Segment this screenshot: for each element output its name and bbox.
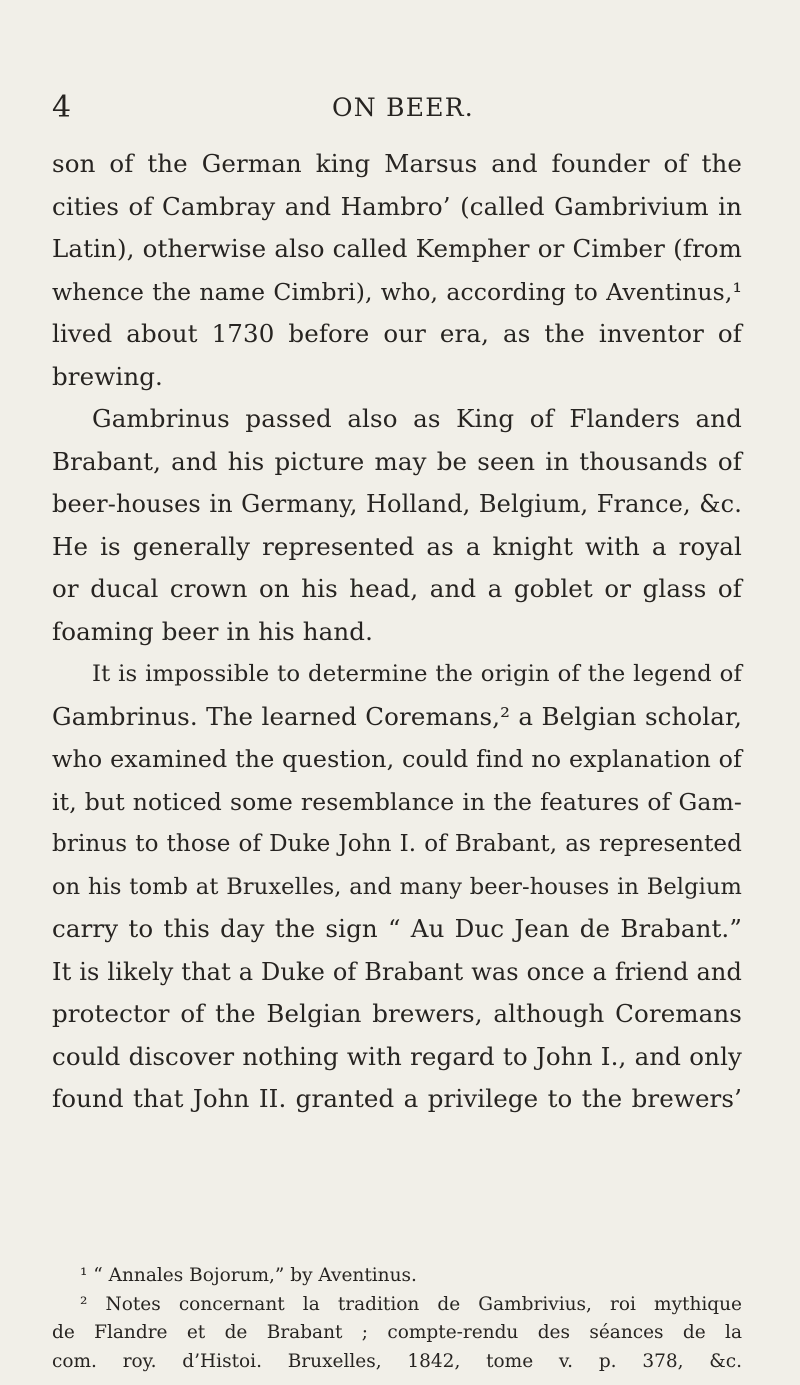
page-header	[0, 88, 800, 128]
text-line: who examined the question, could find no explanation of	[52, 745, 742, 773]
text-line: beer-houses in Germany, Holland, Belgium, France, &c.	[52, 490, 742, 518]
text-line: son of the German king Marsus and founder of the	[52, 149, 742, 178]
text-line: carry to this day the sign “ Au Duc Jean de Brabant.”	[52, 914, 742, 943]
text-line: brewing.	[52, 361, 163, 391]
page-number: 4	[52, 90, 72, 125]
footnote-line: com. roy. d’Histoi. Bruxelles, 1842, tome v. p. 378, &c.	[52, 1350, 742, 1372]
text-line: or ducal crown on his head, and a goblet or glass of	[52, 574, 742, 603]
text-line: protector of the Belgian brewers, although Coremans	[52, 999, 742, 1028]
text-line: it, but noticed some resemblance in the features of Gam-	[52, 787, 742, 816]
text-line: lived about 1730 before our era, as the inventor of	[52, 319, 742, 348]
text-line: Gambrinus passed also as King of Flanders and	[92, 404, 742, 433]
text-line: brinus to those of Duke John I. of Brabant, as represented	[52, 831, 742, 857]
running-title: ON BEER.	[332, 93, 474, 122]
footnote-line: ¹ “ Annales Bojorum,” by Aventinus.	[80, 1265, 417, 1286]
text-line: Latin), otherwise also called Kempher or Cimber (from	[52, 234, 742, 263]
text-line: on his tomb at Bruxelles, and many beer-houses in Belgium	[52, 873, 742, 900]
text-line: whence the name Cimbri), who, according to Aventinus,¹	[52, 277, 742, 306]
text-line: Gambrinus. The learned Coremans,² a Belgian scholar,	[52, 701, 742, 731]
text-line: It is impossible to determine the origin of the legend of	[92, 661, 742, 687]
text-line: Brabant, and his picture may be seen in thousands of	[52, 446, 742, 476]
text-line: He is generally represented as a knight with a royal	[52, 531, 742, 561]
text-line: cities of Cambray and Hambro’ (called Gambrivium in	[52, 191, 742, 221]
footnote-line: de Flandre et de Brabant ; compte-rendu des séances de la	[52, 1322, 742, 1343]
text-line: foaming beer in his hand.	[52, 616, 374, 646]
footnote-line: ² Notes concernant la tradition de Gambrivius, roi mythique	[80, 1293, 742, 1315]
text-line: could discover nothing with regard to John I., and only	[52, 1041, 742, 1071]
text-line: It is likely that a Duke of Brabant was once a friend and	[52, 957, 742, 986]
text-line: found that John II. granted a privilege to the brewers’	[52, 1084, 742, 1113]
body-text	[52, 143, 742, 1121]
footnotes	[52, 1262, 742, 1376]
